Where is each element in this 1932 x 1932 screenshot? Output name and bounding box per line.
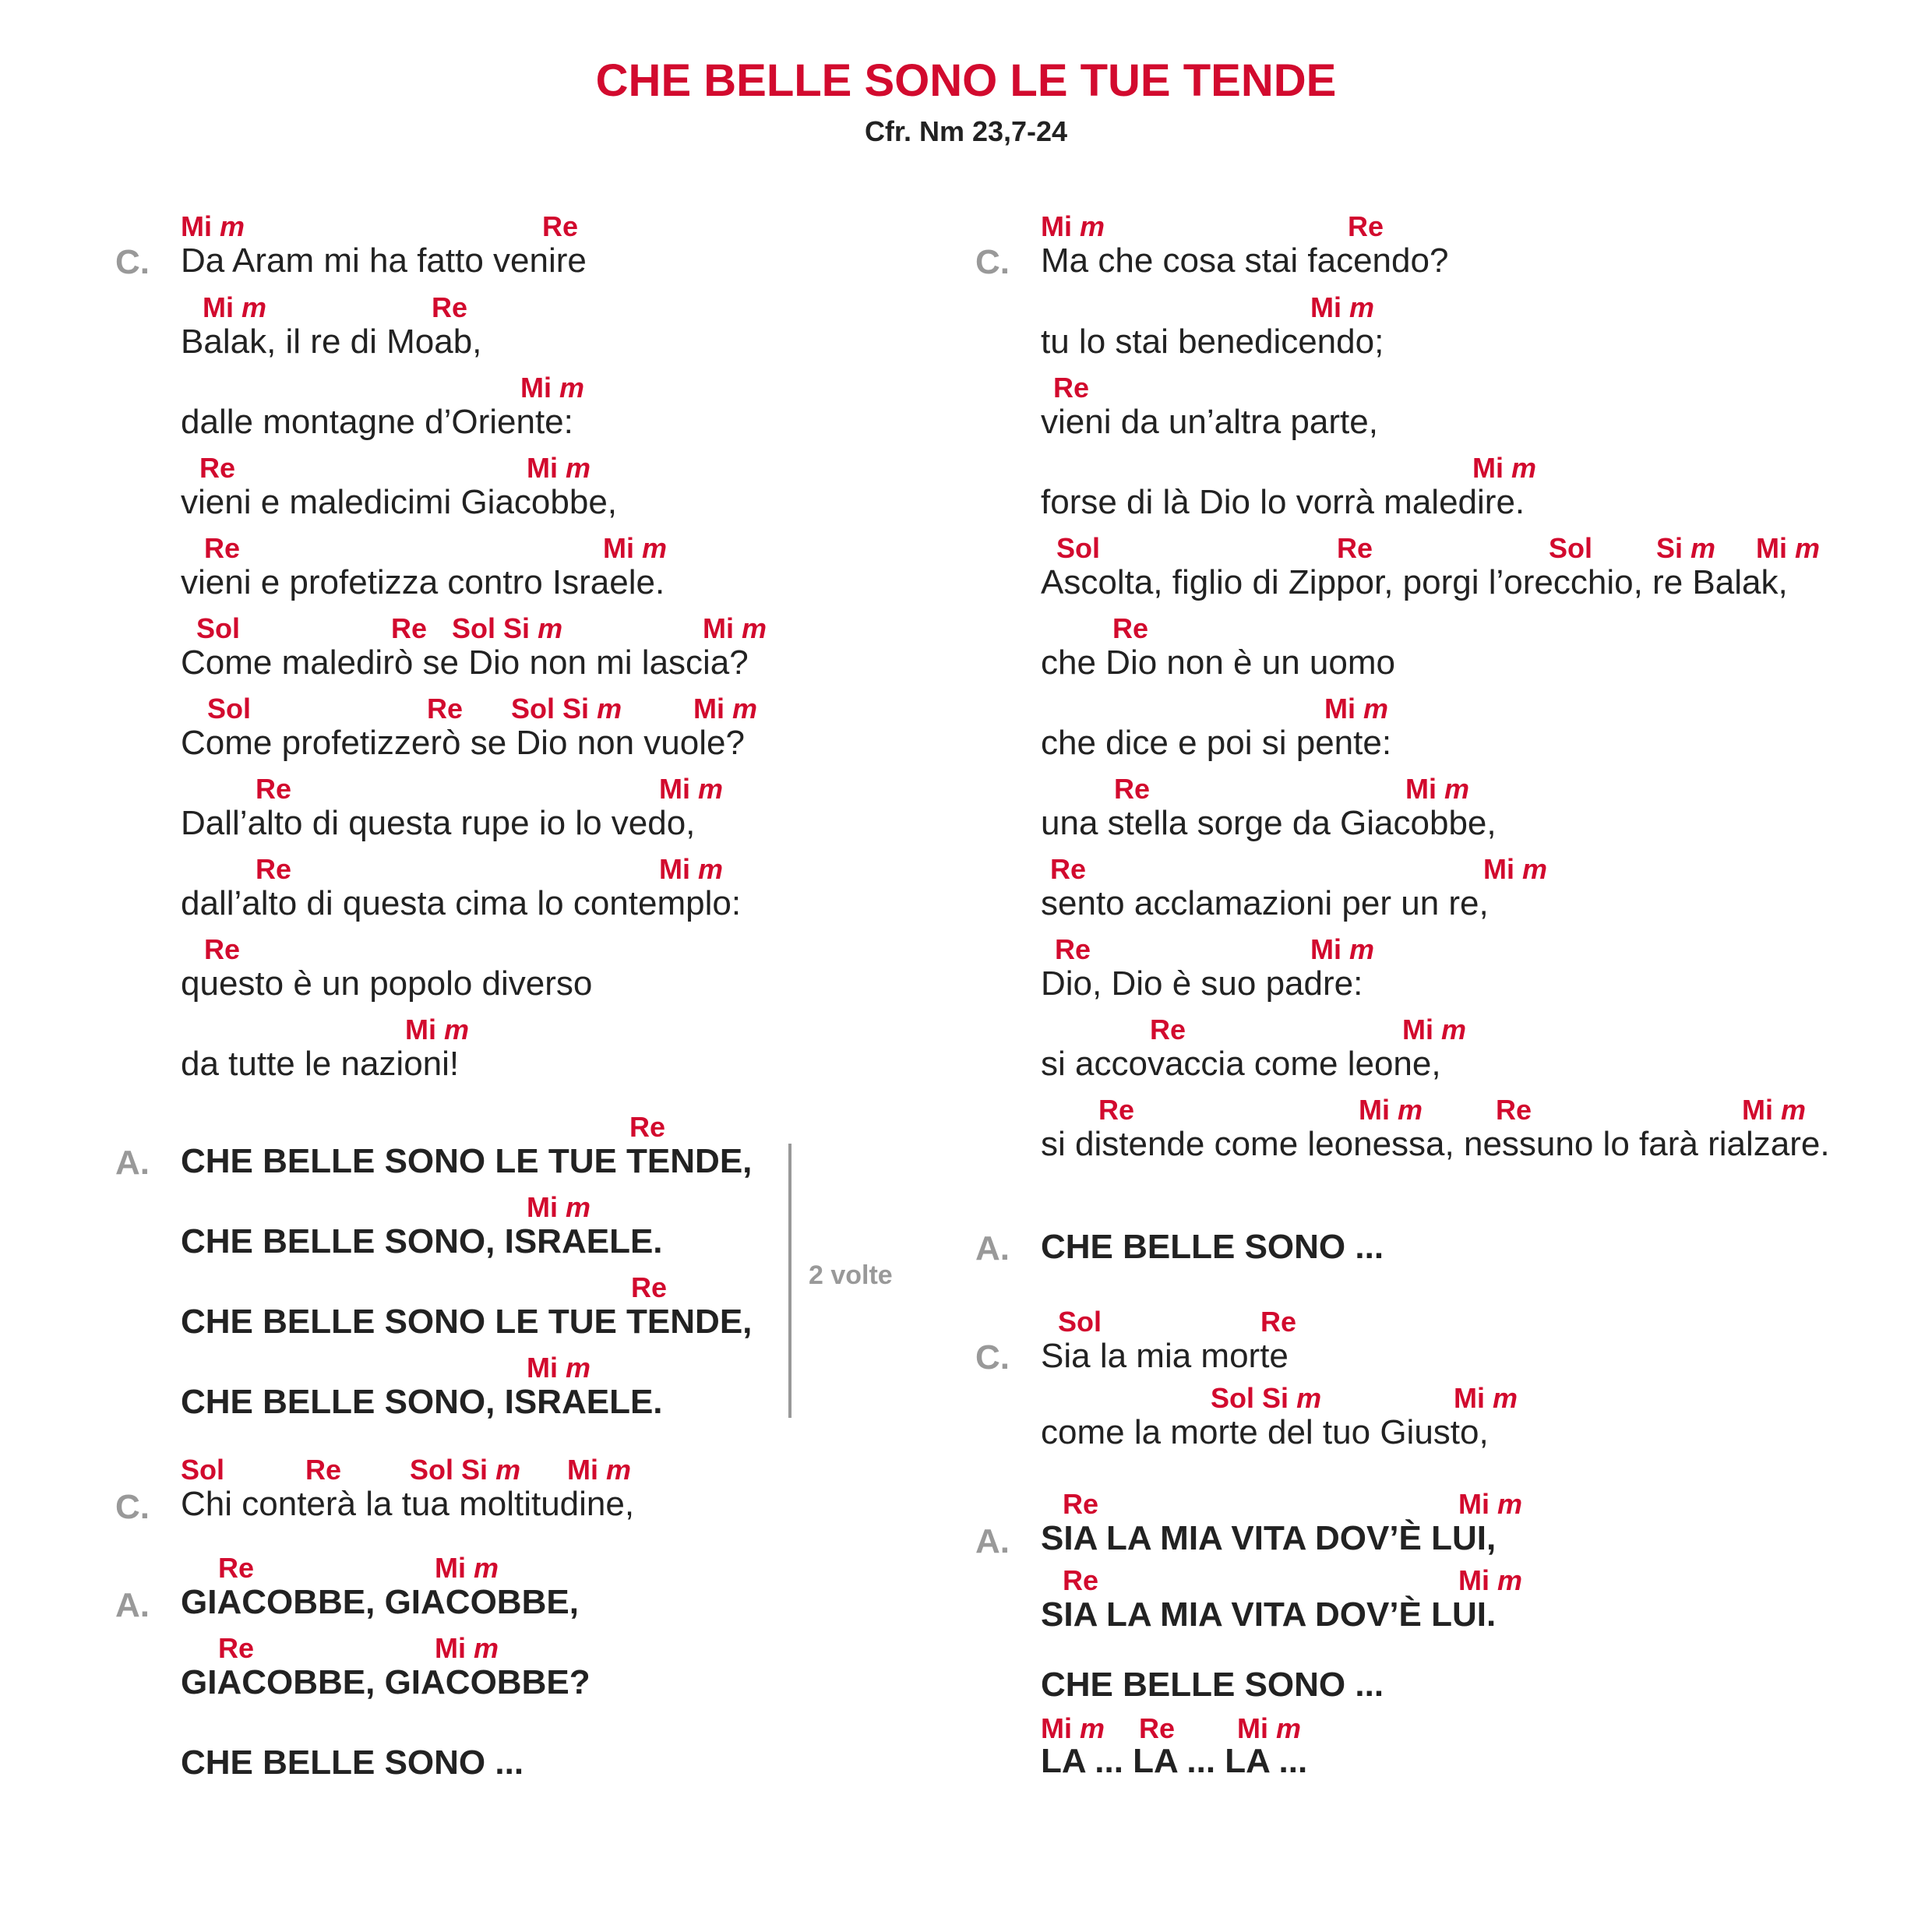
chord: Mi m (435, 1552, 499, 1584)
lyric-line: Come maledirò se Dio non mi lascia? (181, 643, 749, 682)
lyric-line: Dall’alto di questa rupe io lo vedo, (181, 804, 696, 842)
chord: Re (1050, 853, 1087, 885)
song-title: CHE BELLE SONO LE TUE TENDE (595, 55, 1337, 106)
chord: Mi m (1310, 291, 1375, 323)
chord: Mi m (1458, 1564, 1523, 1596)
chord: Mi m (659, 853, 724, 885)
lyric-line: dall’alto di questa cima lo contemplo: (181, 884, 742, 922)
chord: Mi m (1742, 1094, 1807, 1126)
chord: Re (427, 693, 464, 724)
lyric-line: questo è un popolo diverso (181, 964, 593, 1003)
refrain-line: SIA LA MIA VITA DOV’È LUI, (1041, 1519, 1497, 1557)
chord: Mi m (703, 612, 767, 644)
chord: Mi m (527, 1352, 591, 1384)
repeat-label: 2 volte (809, 1260, 893, 1290)
refrain-line: SIA LA MIA VITA DOV’È LUI. (1041, 1595, 1497, 1634)
lyric-line: tu lo stai benedicendo; (1041, 323, 1384, 361)
section-marker-assembly: A. (975, 1229, 1010, 1267)
chord: Re (391, 612, 428, 644)
lyric-line: da tutte le nazioni! (181, 1045, 460, 1083)
lyric-line: come la morte del tuo Giusto, (1041, 1413, 1489, 1451)
chord: Re (631, 1271, 668, 1303)
refrain-line: GIACOBBE, GIACOBBE, (181, 1583, 579, 1621)
refrain-line: CHE BELLE SONO ... (1041, 1228, 1384, 1266)
chord: Mi m (1483, 853, 1548, 885)
chord: Sol Si m (511, 693, 622, 724)
chord: Mi m (520, 372, 585, 404)
chord: Mi m (603, 532, 668, 564)
chord: Re (218, 1632, 255, 1664)
refrain-line: CHE BELLE SONO LE TUE TENDE, (181, 1303, 753, 1341)
section-marker-assembly: A. (115, 1144, 150, 1182)
chord: Mi m (1237, 1712, 1302, 1744)
chord: Sol (181, 1454, 225, 1486)
chord: Sol (1056, 532, 1101, 564)
chord: Re (204, 933, 241, 965)
chord: Re (629, 1111, 666, 1143)
chord: Re (1139, 1712, 1176, 1744)
refrain-line: CHE BELLE SONO ... (181, 1743, 524, 1782)
repeat-bracket (788, 1144, 791, 1418)
section-marker-cantor: C. (115, 1488, 150, 1526)
chord: Re (1150, 1014, 1186, 1045)
lyric-line: una stella sorge da Giacobbe, (1041, 804, 1497, 842)
lyric-line: si distende come leonessa, nessuno lo farà rialzare. (1041, 1125, 1830, 1163)
chord: Re (1260, 1306, 1297, 1338)
section-marker-assembly: A. (115, 1586, 150, 1624)
chord: Re (305, 1454, 342, 1486)
refrain-line: CHE BELLE SONO, ISRAELE. (181, 1383, 663, 1421)
section-marker-cantor: C. (975, 243, 1010, 281)
refrain-line: CHE BELLE SONO ... (1041, 1666, 1384, 1704)
lyric-line: dalle montagne d’Oriente: (181, 403, 573, 441)
chord: Mi m (181, 210, 245, 242)
chord: Re (199, 452, 236, 484)
chord: Mi m (1041, 210, 1105, 242)
refrain-line: CHE BELLE SONO, ISRAELE. (181, 1222, 663, 1260)
chord: Sol Si m (452, 612, 563, 644)
chord: Mi m (435, 1632, 499, 1664)
chord: Re (256, 853, 292, 885)
section-marker-assembly: A. (975, 1522, 1010, 1560)
lyric-line: che dice e poi si pente: (1041, 724, 1392, 762)
chord: Mi m (1359, 1094, 1423, 1126)
section-marker-cantor: C. (975, 1338, 1010, 1377)
lyric-line: Balak, il re di Moab, (181, 323, 482, 361)
chord: Mi m (1405, 773, 1470, 805)
lyric-line: vieni e maledicimi Giacobbe, (181, 483, 618, 521)
section-marker-cantor: C. (115, 243, 150, 281)
chord: Re (1337, 532, 1373, 564)
lyric-line: Dio, Dio è suo padre: (1041, 964, 1363, 1003)
lyric-line: vieni da un’altra parte, (1041, 403, 1378, 441)
lyric-line: forse di là Dio lo vorrà maledire. (1041, 483, 1525, 521)
chord: Mi m (1041, 1712, 1105, 1744)
chord: Mi m (1324, 693, 1389, 724)
lyric-line: sento acclamazioni per un re, (1041, 884, 1489, 922)
lyric-line: Sia la mia morte (1041, 1337, 1289, 1375)
chord: Mi m (527, 1191, 591, 1223)
refrain-line: CHE BELLE SONO LE TUE TENDE, (181, 1142, 753, 1180)
chord: Re (1053, 372, 1090, 404)
chord: Mi m (1756, 532, 1821, 564)
chord: Mi m (203, 291, 267, 323)
chord: Re (256, 773, 292, 805)
chord: Mi m (1402, 1014, 1467, 1045)
chord: Re (1063, 1488, 1099, 1520)
chord: Mi m (1458, 1488, 1523, 1520)
lyric-line: Ma che cosa stai facendo? (1041, 242, 1449, 280)
song-reference: Cfr. Nm 23,7-24 (864, 115, 1068, 147)
chord: Re (432, 291, 468, 323)
lyric-line: Come profetizzerò se Dio non vuole? (181, 724, 745, 762)
chord: Re (1063, 1564, 1099, 1596)
chord: Sol Si m (410, 1454, 521, 1486)
chord: Re (1098, 1094, 1135, 1126)
chord: Sol (1058, 1306, 1102, 1338)
chord: Mi m (567, 1454, 632, 1486)
chord: Mi m (405, 1014, 470, 1045)
chord: Mi m (1454, 1382, 1518, 1414)
chord: Re (1496, 1094, 1532, 1126)
chord: Re (1055, 933, 1091, 965)
lyric-line: Da Aram mi ha fatto venire (181, 242, 587, 280)
chord: Re (1112, 612, 1149, 644)
refrain-line: LA ... LA ... LA ... (1041, 1742, 1308, 1780)
chord: Mi m (693, 693, 758, 724)
chord: Re (218, 1552, 255, 1584)
chord: Si m (1656, 532, 1716, 564)
lyric-line: Ascolta, figlio di Zippor, porgi l’orecchio, re Balak, (1041, 563, 1788, 601)
chord: Re (204, 532, 241, 564)
lyric-line: Chi conterà la tua moltitudine, (181, 1485, 635, 1523)
chord: Mi m (1472, 452, 1537, 484)
chord: Re (542, 210, 579, 242)
chord: Mi m (659, 773, 724, 805)
chord: Mi m (1310, 933, 1375, 965)
chord: Re (1114, 773, 1151, 805)
chord: Sol (196, 612, 241, 644)
chord: Sol (207, 693, 252, 724)
lyric-line: vieni e profetizza contro Israele. (181, 563, 665, 601)
chord: Sol (1549, 532, 1593, 564)
chord: Re (1348, 210, 1384, 242)
lyric-line: si accovaccia come leone, (1041, 1045, 1441, 1083)
refrain-line: GIACOBBE, GIACOBBE? (181, 1663, 591, 1701)
chord: Sol Si m (1211, 1382, 1322, 1414)
chord: Mi m (527, 452, 591, 484)
lyric-line: che Dio non è un uomo (1041, 643, 1395, 682)
